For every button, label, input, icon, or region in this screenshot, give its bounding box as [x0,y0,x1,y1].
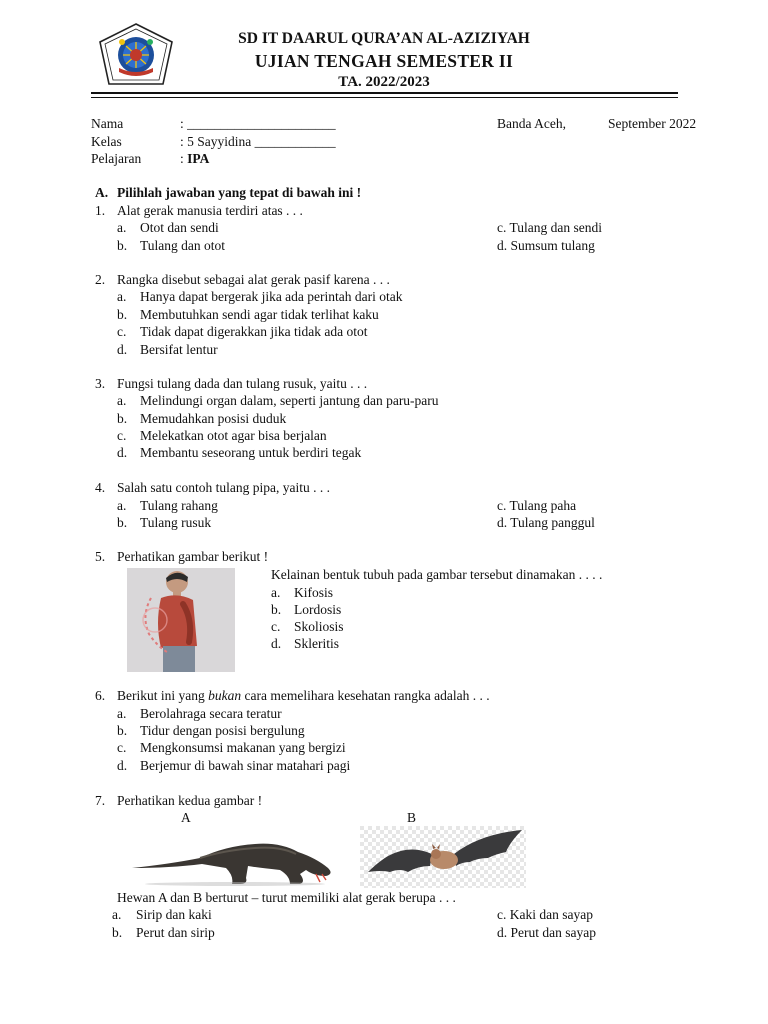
q6-opt-b-letter: b. [117,723,128,738]
q6-opt-c-letter: c. [117,740,127,755]
bat-image [360,826,526,888]
q6-opt-a[interactable]: Berolahraga secara teratur [140,706,282,721]
city-text: Banda Aceh, [497,116,566,131]
q3-text: Fungsi tulang dada dan tulang rusuk, yaitu . . . [117,376,368,391]
q2-opt-c-letter: c. [117,324,127,339]
q1-opt-c[interactable]: c. Tulang dan sendi [497,220,603,235]
q5-opt-a-letter: a. [271,585,281,600]
q6-number: 6. [95,688,106,703]
q4-opt-a-letter: a. [117,498,127,513]
date-text: September 2022 [608,116,697,131]
q4-opt-a[interactable]: Tulang rahang [140,498,218,513]
school-name: SD IT DAARUL QURA’AN AL-AZIZIYAH [238,30,530,47]
q6-opt-d-letter: d. [117,758,128,773]
q1-text: Alat gerak manusia terdiri atas . . . [117,203,303,218]
q2-opt-a-letter: a. [117,289,127,304]
q5-opt-d-letter: d. [271,636,282,651]
q4-text: Salah satu contoh tulang pipa, yaitu . . . [117,480,330,495]
q5-opt-a[interactable]: Kifosis [294,585,334,600]
q6-text-emphasis: bukan [208,688,242,703]
section-title: Pilihlah jawaban yang tepat di bawah ini ! [117,185,362,200]
q2-opt-b-letter: b. [117,307,128,322]
q5-number: 5. [95,549,106,564]
q7-opt-c[interactable]: c. Kaki dan sayap [497,907,593,922]
q1-opt-d[interactable]: d. Sumsum tulang [497,238,595,253]
q4-opt-b[interactable]: Tulang rusuk [140,515,212,530]
posture-figure-image [127,568,235,672]
nama-label: Nama [91,116,124,131]
q5-opt-c[interactable]: Skoliosis [294,619,344,634]
q2-opt-b[interactable]: Membutuhkan sendi agar tidak terlihat kaku [140,307,379,322]
q2-opt-a[interactable]: Hanya dapat bergerak jika ada perintah dari otak [140,289,403,304]
pelajaran-sep: : [180,151,188,166]
header-rule-thick [91,92,678,94]
q3-opt-c[interactable]: Melekatkan otot agar bisa berjalan [140,428,327,443]
q5-text: Perhatikan gambar berikut ! [117,549,269,564]
q7-text: Perhatikan kedua gambar ! [117,793,263,808]
q2-text: Rangka disebut sebagai alat gerak pasif karena . . . [117,272,390,287]
kelas-label: Kelas [91,134,122,149]
q2-number: 2. [95,272,106,287]
q2-opt-d-letter: d. [117,342,128,357]
q6-text [117,688,490,704]
q4-opt-c[interactable]: c. Tulang paha [497,498,577,513]
q1-number: 1. [95,203,106,218]
q6-text-pre: Berikut ini yang [117,688,209,703]
q6-opt-d[interactable]: Berjemur di bawah sinar matahari pagi [140,758,351,773]
q3-opt-a-letter: a. [117,393,127,408]
q7-label-b: B [407,810,417,825]
q5-subtext: Kelainan bentuk tubuh pada gambar tersebut dinamakan . . . . [271,567,603,582]
q1-opt-b[interactable]: Tulang dan otot [140,238,226,253]
q7-opt-d[interactable]: d. Perut dan sayap [497,925,596,940]
nama-field[interactable]: : ______________________ [180,116,336,131]
q6-text-post: cara memelihara kesehatan rangka adalah . . . [241,688,490,703]
section-letter: A. [95,185,109,200]
q5-opt-d[interactable]: Skleritis [294,636,340,651]
q7-subtext: Hewan A dan B berturut – turut memiliki alat gerak berupa . . . [117,890,456,905]
q7-opt-a[interactable]: Sirip dan kaki [136,907,212,922]
q4-opt-d[interactable]: d. Tulang panggul [497,515,595,530]
q3-opt-c-letter: c. [117,428,127,443]
q3-opt-d-letter: d. [117,445,128,460]
q5-opt-b[interactable]: Lordosis [294,602,342,617]
q2-opt-d[interactable]: Bersifat lentur [140,342,218,357]
pelajaran-value: IPA [187,151,210,166]
q7-label-a: A [181,810,191,825]
q7-number: 7. [95,793,106,808]
q3-opt-b-letter: b. [117,411,128,426]
q7-opt-a-letter: a. [112,907,122,922]
q3-number: 3. [95,376,106,391]
q2-opt-c[interactable]: Tidak dapat digerakkan jika tidak ada otot [140,324,368,339]
q4-opt-b-letter: b. [117,515,128,530]
q1-opt-b-letter: b. [117,238,128,253]
pelajaran-label: Pelajaran [91,151,142,166]
pelajaran-field [180,151,209,167]
q7-opt-b-letter: b. [112,925,123,940]
komodo-image [130,834,336,886]
header-rule-thin [91,97,678,98]
q6-opt-b[interactable]: Tidur dengan posisi bergulung [140,723,305,738]
q1-opt-a-letter: a. [117,220,127,235]
q5-opt-b-letter: b. [271,602,282,617]
q6-opt-a-letter: a. [117,706,127,721]
q3-opt-d[interactable]: Membantu seseorang untuk berdiri tegak [140,445,362,460]
q1-opt-a[interactable]: Otot dan sendi [140,220,219,235]
academic-year: TA. 2022/2023 [338,74,430,90]
q6-opt-c[interactable]: Mengkonsumsi makanan yang bergizi [140,740,346,755]
q7-opt-b[interactable]: Perut dan sirip [136,925,215,940]
exam-title: UJIAN TENGAH SEMESTER II [254,51,514,71]
q4-number: 4. [95,480,106,495]
kelas-field[interactable]: : 5 Sayyidina ____________ [180,134,336,149]
q3-opt-b[interactable]: Memudahkan posisi duduk [140,411,287,426]
q5-opt-c-letter: c. [271,619,281,634]
q3-opt-a[interactable]: Melindungi organ dalam, seperti jantung dan paru-paru [140,393,439,408]
